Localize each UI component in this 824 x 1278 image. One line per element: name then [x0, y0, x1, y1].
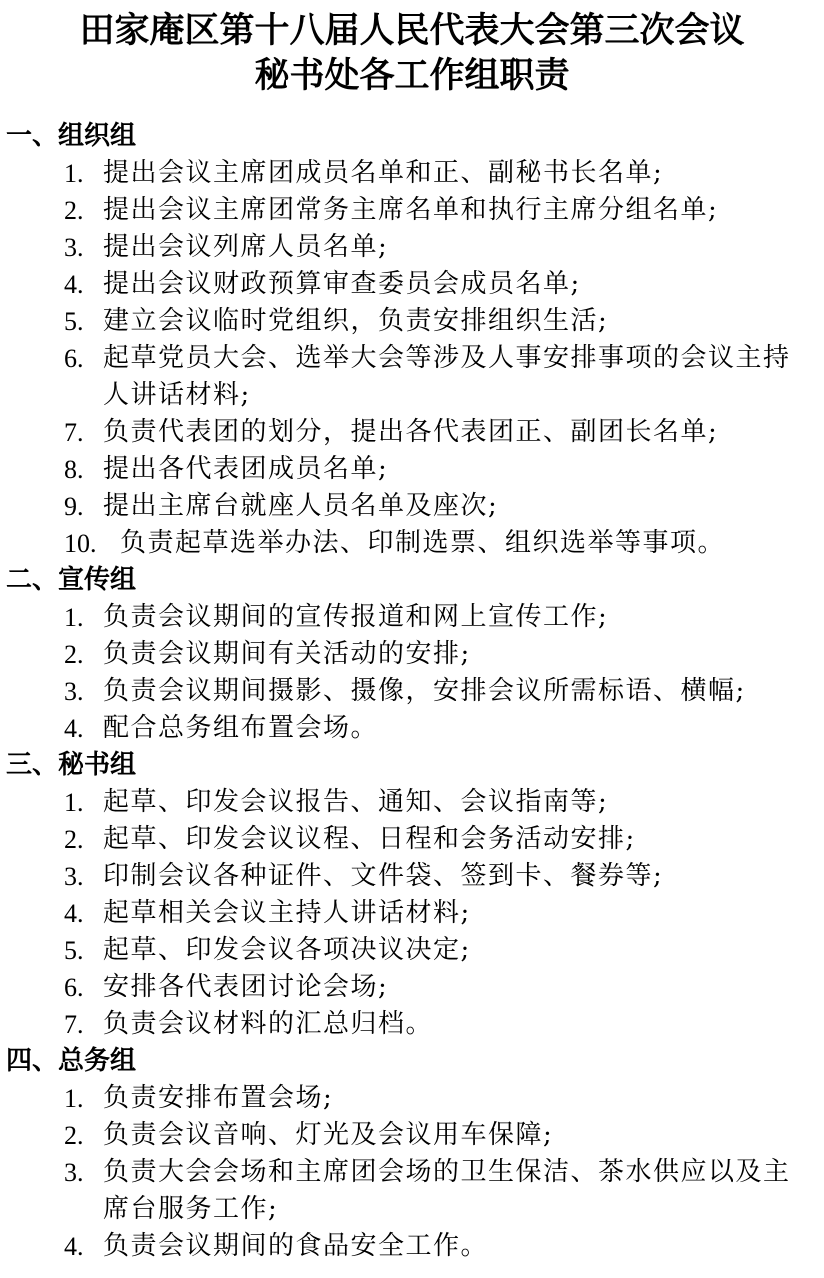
- list-item: [0, 525, 824, 562]
- document-title: [0, 0, 824, 98]
- item-text: 提出各代表团成员名单;: [103, 454, 389, 484]
- item-text: 负责会议期间的食品安全工作。: [103, 1231, 489, 1261]
- title-line-1: 田家庵区第十八届人民代表大会第三次会议: [79, 10, 745, 51]
- item-number: 5.: [64, 307, 84, 336]
- duty-list: [0, 784, 824, 1043]
- list-item: [0, 155, 824, 192]
- list-item: [0, 451, 824, 488]
- item-number: 3.: [64, 1158, 84, 1187]
- item-number: 1.: [64, 788, 84, 817]
- list-item: [0, 969, 824, 1006]
- item-number: 6.: [64, 973, 84, 1002]
- item-number: 2.: [64, 1121, 84, 1150]
- list-item: [0, 266, 824, 303]
- item-text: 提出会议主席团常务主席名单和执行主席分组名单;: [103, 195, 719, 225]
- list-item: [0, 1080, 824, 1117]
- item-number: 3.: [64, 677, 84, 706]
- list-item: [0, 303, 824, 340]
- item-number: 4.: [64, 1232, 84, 1261]
- duty-list: [0, 155, 824, 562]
- item-text: 负责会议音响、灯光及会议用车保障;: [103, 1120, 554, 1150]
- list-item: [0, 340, 824, 414]
- list-item: [0, 1154, 824, 1228]
- item-number: 2.: [64, 825, 84, 854]
- list-item: [0, 895, 824, 932]
- item-number: 1.: [64, 1084, 84, 1113]
- item-number: 6.: [64, 344, 84, 373]
- item-text: 负责会议期间有关活动的安排;: [103, 639, 471, 669]
- item-number: 8.: [64, 455, 84, 484]
- item-text: 负责大会会场和主席团会场的卫生保洁、茶水供应以及主席台服务工作;: [103, 1157, 791, 1224]
- item-text: 起草、印发会议各项决议决定;: [103, 935, 471, 965]
- list-item: [0, 858, 824, 895]
- item-text: 起草、印发会议报告、通知、会议指南等;: [103, 787, 609, 817]
- item-number: 3.: [64, 233, 84, 262]
- item-number: 4.: [64, 714, 84, 743]
- item-number: 2.: [64, 196, 84, 225]
- item-text: 提出会议财政预算审查委员会成员名单;: [103, 269, 581, 299]
- item-number: 2.: [64, 640, 84, 669]
- item-number: 10.: [64, 529, 97, 558]
- item-text: 负责起草选举办法、印制选票、组织选举等事项。: [120, 528, 726, 558]
- item-text: 安排各代表团讨论会场;: [103, 972, 389, 1002]
- item-text: 负责安排布置会场;: [103, 1083, 334, 1113]
- duty-list: [0, 1080, 824, 1265]
- item-number: 1.: [64, 603, 84, 632]
- item-number: 4.: [64, 270, 84, 299]
- list-item: [0, 229, 824, 266]
- item-number: 4.: [64, 899, 84, 928]
- section-heading: 四、总务组: [6, 1046, 137, 1076]
- list-item: [0, 636, 824, 673]
- list-item: [0, 821, 824, 858]
- list-item: [0, 673, 824, 710]
- list-item: [0, 192, 824, 229]
- list-item: [0, 488, 824, 525]
- section-organization: [0, 118, 824, 562]
- item-text: 提出主席台就座人员名单及座次;: [103, 491, 499, 521]
- item-text: 负责会议期间摄影、摄像，安排会议所需标语、横幅;: [103, 676, 746, 706]
- item-text: 负责会议材料的汇总归档。: [103, 1009, 434, 1039]
- list-item: [0, 1228, 824, 1265]
- section-heading: 二、宣传组: [6, 565, 137, 595]
- list-item: [0, 414, 824, 451]
- item-text: 负责会议期间的宣传报道和网上宣传工作;: [103, 602, 609, 632]
- sections-container: [0, 118, 824, 1265]
- section-general-affairs: [0, 1043, 824, 1265]
- list-item: [0, 1006, 824, 1043]
- list-item: [0, 599, 824, 636]
- duty-list: [0, 599, 824, 747]
- item-text: 起草相关会议主持人讲话材料;: [103, 898, 471, 928]
- item-number: 1.: [64, 159, 84, 188]
- list-item: [0, 784, 824, 821]
- item-text: 印制会议各种证件、文件袋、签到卡、餐券等;: [103, 861, 664, 891]
- title-line-2: 秘书处各工作组职责: [254, 55, 570, 96]
- item-text: 提出会议列席人员名单;: [103, 232, 389, 262]
- list-item: [0, 1117, 824, 1154]
- item-text: 配合总务组布置会场。: [103, 713, 379, 743]
- list-item: [0, 932, 824, 969]
- item-number: 5.: [64, 936, 84, 965]
- item-text: 负责代表团的划分，提出各代表团正、副团长名单;: [103, 417, 719, 447]
- section-heading: 一、组织组: [6, 121, 137, 151]
- item-text: 建立会议临时党组织，负责安排组织生活;: [103, 306, 609, 336]
- section-secretariat: [0, 747, 824, 1043]
- section-publicity: [0, 562, 824, 747]
- section-heading: 三、秘书组: [6, 750, 137, 780]
- item-number: 7.: [64, 418, 84, 447]
- list-item: [0, 710, 824, 747]
- item-number: 9.: [64, 492, 84, 521]
- item-number: 7.: [64, 1010, 84, 1039]
- item-text: 起草党员大会、选举大会等涉及人事安排事项的会议主持人讲话材料;: [103, 343, 791, 410]
- item-number: 3.: [64, 862, 84, 891]
- item-text: 提出会议主席团成员名单和正、副秘书长名单;: [103, 158, 664, 188]
- item-text: 起草、印发会议议程、日程和会务活动安排;: [103, 824, 636, 854]
